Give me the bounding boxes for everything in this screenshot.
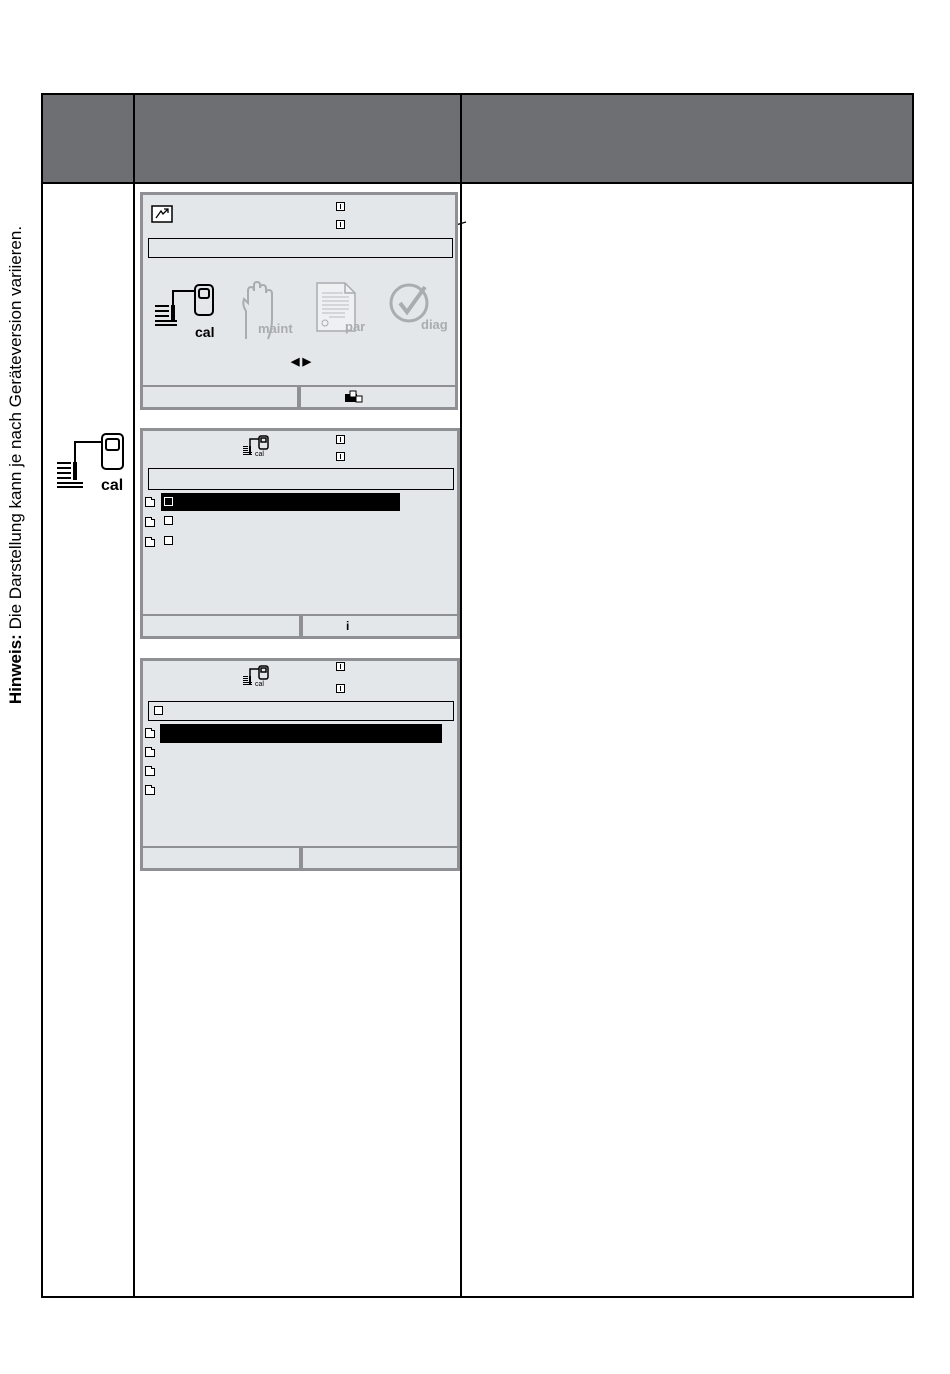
folder-icon — [145, 730, 155, 738]
maint-menu-label: maint — [258, 321, 293, 336]
softkey-bar — [143, 385, 455, 407]
svg-text:cal: cal — [255, 681, 264, 687]
cal-icon — [243, 435, 271, 457]
cal-icon — [243, 665, 271, 687]
status-indicator-icon — [336, 220, 345, 229]
meter-icon — [151, 205, 173, 223]
status-bar — [148, 468, 454, 490]
list-item[interactable] — [161, 533, 400, 549]
status-indicator-icon — [336, 662, 345, 671]
folder-icon — [145, 539, 155, 547]
folder-icon — [145, 749, 155, 757]
status-indicator-icon — [336, 202, 345, 211]
folder-icon — [145, 768, 155, 776]
menu-item-diag[interactable] — [389, 281, 451, 341]
hint-bold: Hinweis: — [6, 634, 25, 705]
softkey-left[interactable] — [143, 387, 297, 407]
folder-icon — [145, 519, 155, 527]
cal-menu-label: cal — [195, 324, 215, 340]
status-indicator-icon — [336, 435, 345, 444]
device-screen-main-menu — [140, 192, 458, 410]
device-screen-cal-sublist — [140, 658, 460, 871]
status-bar — [148, 238, 453, 258]
softkey-bar — [143, 614, 457, 636]
status-bar — [148, 701, 454, 721]
menu-item-maint[interactable] — [238, 281, 300, 341]
menu-item-cal[interactable] — [155, 283, 225, 345]
nav-arrows[interactable]: ◀ ▶ — [291, 356, 311, 368]
softkey-right[interactable] — [303, 848, 457, 868]
softkey-left[interactable] — [143, 848, 299, 868]
diag-menu-label: diag — [421, 317, 448, 332]
hint-body: Die Darstellung kann je nach Geräteversion variieren. — [6, 225, 25, 635]
list-item[interactable] — [161, 513, 400, 529]
status-indicator-icon — [336, 684, 345, 693]
channel-icon — [154, 706, 163, 715]
softkey-right[interactable] — [303, 616, 457, 636]
softkey-left[interactable] — [143, 616, 299, 636]
list-item-selected[interactable] — [161, 493, 400, 511]
status-indicator-icon — [336, 452, 345, 461]
menu-item-par[interactable] — [315, 281, 377, 341]
svg-text:cal: cal — [255, 451, 264, 457]
cal-menu-icon — [155, 283, 225, 333]
menu-icon — [344, 390, 364, 404]
softkey-bar — [143, 846, 457, 868]
cal-label: cal — [101, 477, 124, 494]
list-item[interactable] — [160, 745, 442, 761]
list-item-selected[interactable] — [160, 724, 442, 743]
info-softkey-label: i — [346, 619, 350, 633]
device-screen-cal-list — [140, 428, 460, 639]
list-item[interactable] — [160, 783, 442, 799]
folder-icon — [145, 499, 155, 507]
channel-icon — [164, 497, 173, 506]
softkey-right[interactable] — [301, 387, 455, 407]
folder-icon — [145, 787, 155, 795]
par-menu-label: par — [345, 319, 366, 334]
list-item[interactable] — [160, 764, 442, 780]
